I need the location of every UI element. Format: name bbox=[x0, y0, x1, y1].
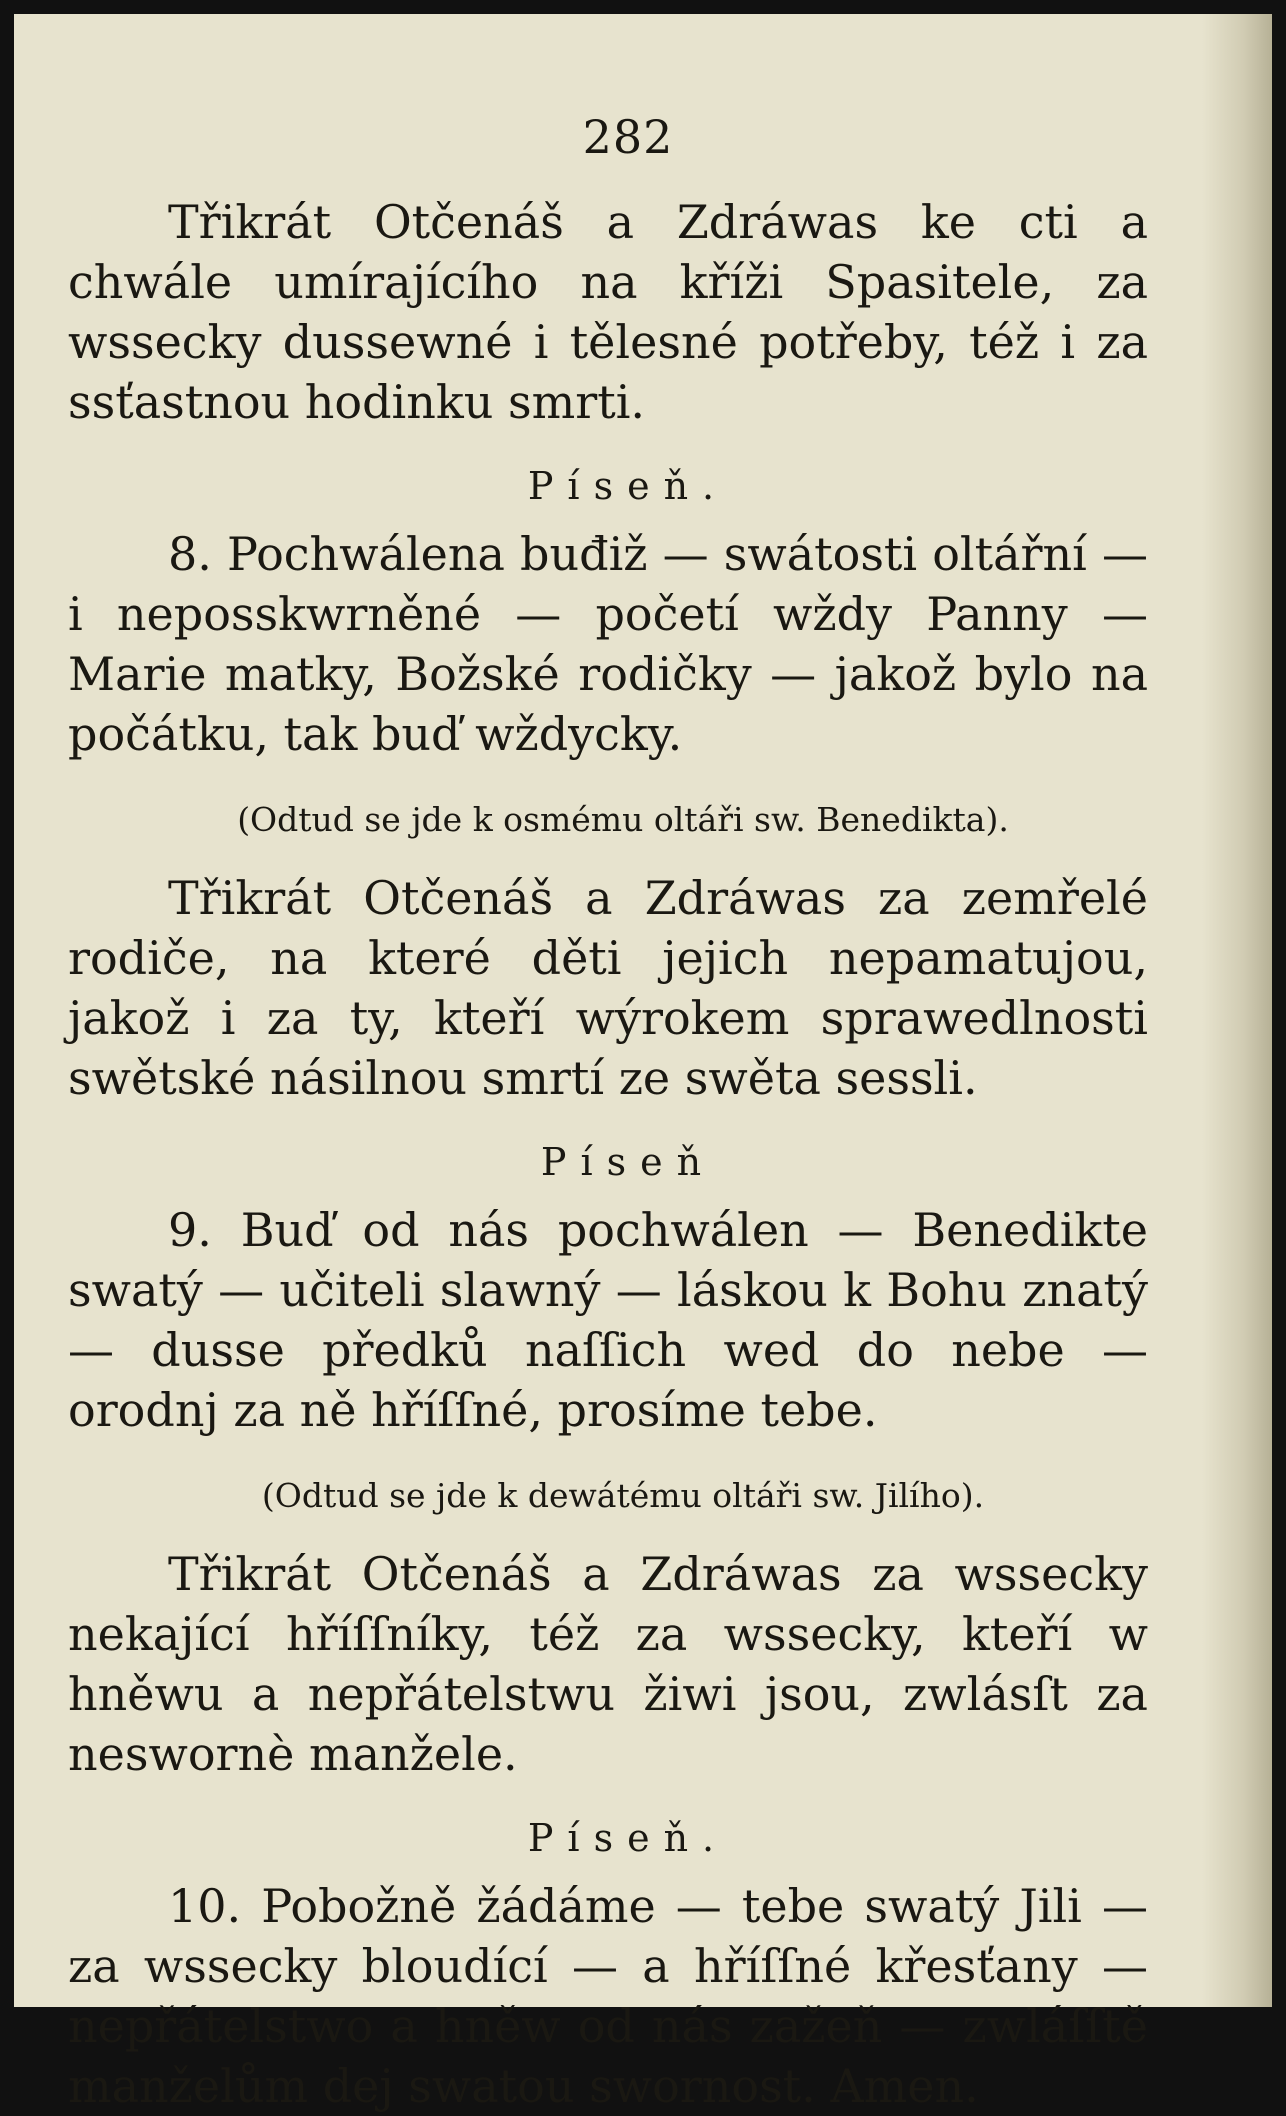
paragraph-prayer-3: Třikrát Otčenáš a Zdráwas za wssecky nekající hříſſníky, též za wssecky, kteří w hněwu a nepřátelstwu žiwi jsou, zwlásſt za neswornè manžele. bbox=[68, 1547, 1148, 1781]
heading-song-1: Píseň. bbox=[527, 464, 729, 508]
paragraph-prayer-1: Třikrát Otčenáš a Zdráwas ke cti a chwále umírajícího na kříži Spasitele, za wssecky dussewné i tělesné potřeby, též i za ssťastnou hodinku smrti. bbox=[68, 195, 1148, 429]
book-page bbox=[14, 14, 1272, 2113]
paragraph-song-9: 9. Buď od nás pochwálen — Benedikte swatý — učiteli slawný — láskou k Bohu znatý — dusse předků naſſich wed do nebe — orodnj za ně hříſſné, prosíme tebe. bbox=[68, 1203, 1148, 1437]
heading-song-2: Píseň bbox=[540, 1140, 716, 1184]
note-altar-8: (Odtud se jde k osmému oltáři sw. Benedikta). bbox=[237, 800, 1009, 839]
heading-song-3: Píseň. bbox=[527, 1816, 729, 1860]
page-text bbox=[68, 110, 1148, 2116]
page-number: 282 bbox=[582, 110, 674, 164]
paragraph-prayer-2: Třikrát Otčenáš a Zdráwas za zemřelé rodiče, na které děti jejich nepamatujou, jakož i za ty, kteří wýrokem sprawedlnosti swětské násilnou smrtí ze swěta sessli. bbox=[68, 871, 1148, 1105]
paragraph-song-10: 10. Pobožně žádáme — tebe swatý Jili — za wssecky bloudící — a hříſſné křesťany — nepřátelstwo a hněw od nás zažeň — zwláſſtě manželům dej swatou swornost. Amen. bbox=[68, 1879, 1148, 2113]
paragraph-song-8: 8. Pochwálena buđiž — swátosti oltářní — i neposskwrněné — početí wždy Panny — Marie matky, Božské rodičky — jakož bylo na počátku, tak buď wždycky. bbox=[68, 527, 1148, 761]
note-altar-9: (Odtud se jde k dewátému oltáři sw. Jilího). bbox=[261, 1476, 985, 1515]
